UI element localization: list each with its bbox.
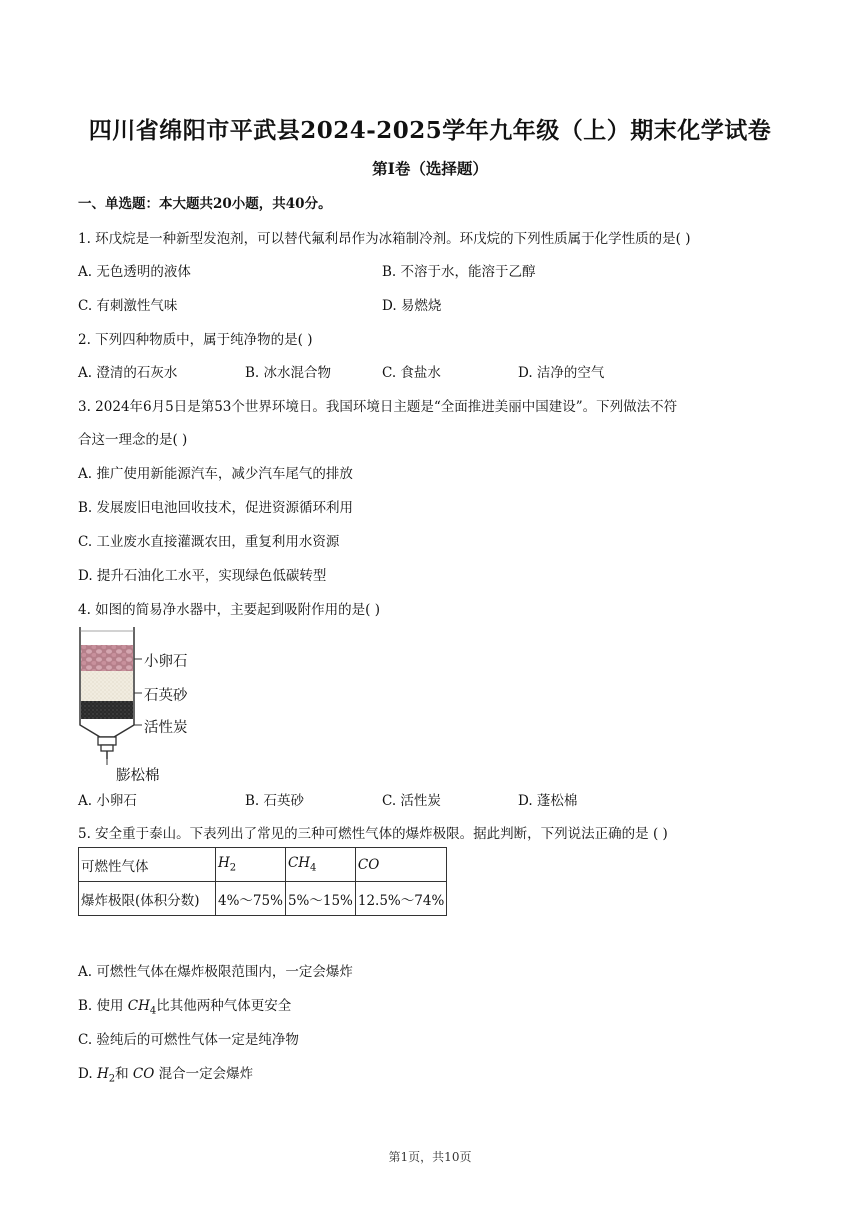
q2-option-a: A. 澄清的石灰水 [78,365,178,381]
q4-option-c: C. 活性炭 [382,793,441,809]
table-row [79,882,447,916]
label-activated-carbon: 活性炭 [144,720,188,736]
q2-option-c: C. 食盐水 [382,365,441,381]
q3-option-d: D. 提升石油化工水平，实现绿色低碳转型 [78,568,327,584]
table-cell: 4%～75% [216,882,286,916]
question-5-stem: 5. 安全重于泰山。下表列出了常见的三种可燃性气体的爆炸极限。据此判断，下列说法正确的是 ( ) [78,826,668,842]
pebble-layer [81,645,133,671]
table-row [79,848,447,882]
label-quartz-sand: 石英砂 [144,688,188,704]
activated-carbon-layer [81,701,133,719]
q5-option-c: C. 验纯后的可燃性气体一定是纯净物 [78,1032,299,1048]
table-cell: $CH_4$ [285,848,355,882]
q2-option-b: B. 冰水混合物 [245,365,332,381]
section-subtitle: 第I卷（选择题） [372,159,488,178]
q3-option-c: C. 工业废水直接灌溉农田，重复利用水资源 [78,534,340,550]
table-cell: 12.5%～74% [355,882,446,916]
q1-option-a: A. 无色透明的液体 [78,264,191,280]
question-3-stem-line2: 合这一理念的是( ) [78,432,188,448]
label-cotton: 膨松棉 [116,768,160,784]
q4-option-d: D. 蓬松棉 [518,793,578,809]
question-1-stem: 1. 环戊烷是一种新型发泡剂，可以替代氟利昂作为冰箱制冷剂。环戊烷的下列性质属于化学性质的是( ) [78,231,691,247]
quartz-sand-layer [81,671,133,701]
q5-option-b: B. 使用 $CH_4$比其他两种气体更安全 [78,998,292,1017]
q5-option-a: A. 可燃性气体在爆炸极限范围内，一定会爆炸 [78,964,353,980]
q3-option-b: B. 发展废旧电池回收技术，促进资源循环利用 [78,500,354,516]
table-cell: 可燃性气体 [79,848,216,882]
question-3-stem-line1: 3. 2024年6月5日是第53个世界环境日。我国环境日主题是“全面推进美丽中国建设”。下列做法不符 [78,399,678,415]
q1-option-c: C. 有刺激性气味 [78,298,178,314]
table-cell: $H_2$ [216,848,286,882]
q1-option-d: D. 易燃烧 [382,298,442,314]
q4-option-a: A. 小卵石 [78,793,137,809]
table-cell: 5%～15% [285,882,355,916]
q4-option-b: B. 石英砂 [245,793,305,809]
filter-funnel [80,720,134,737]
explosion-limit-table [78,847,447,916]
question-2-stem: 2. 下列四种物质中，属于纯净物的是( ) [78,332,313,348]
table-cell: 爆炸极限(体积分数) [79,882,216,916]
label-pebbles: 小卵石 [144,654,188,670]
q2-option-d: D. 洁净的空气 [518,365,605,381]
page-title: 四川省绵阳市平武县2024-2025学年九年级（上）期末化学试卷 [88,117,772,144]
q1-option-b: B. 不溶于水，能溶于乙醇 [382,264,536,280]
page-footer: 第1页，共10页 [388,1150,472,1164]
table-cell: CO [355,848,446,882]
q3-option-a: A. 推广使用新能源汽车，减少汽车尾气的排放 [78,466,353,482]
q5-option-d: D. $H_2$和 CO 混合一定会爆炸 [78,1066,254,1085]
section-heading: 一、单选题：本大题共20小题，共40分。 [78,196,332,212]
question-4-stem: 4. 如图的简易净水器中，主要起到吸附作用的是( ) [78,602,380,618]
